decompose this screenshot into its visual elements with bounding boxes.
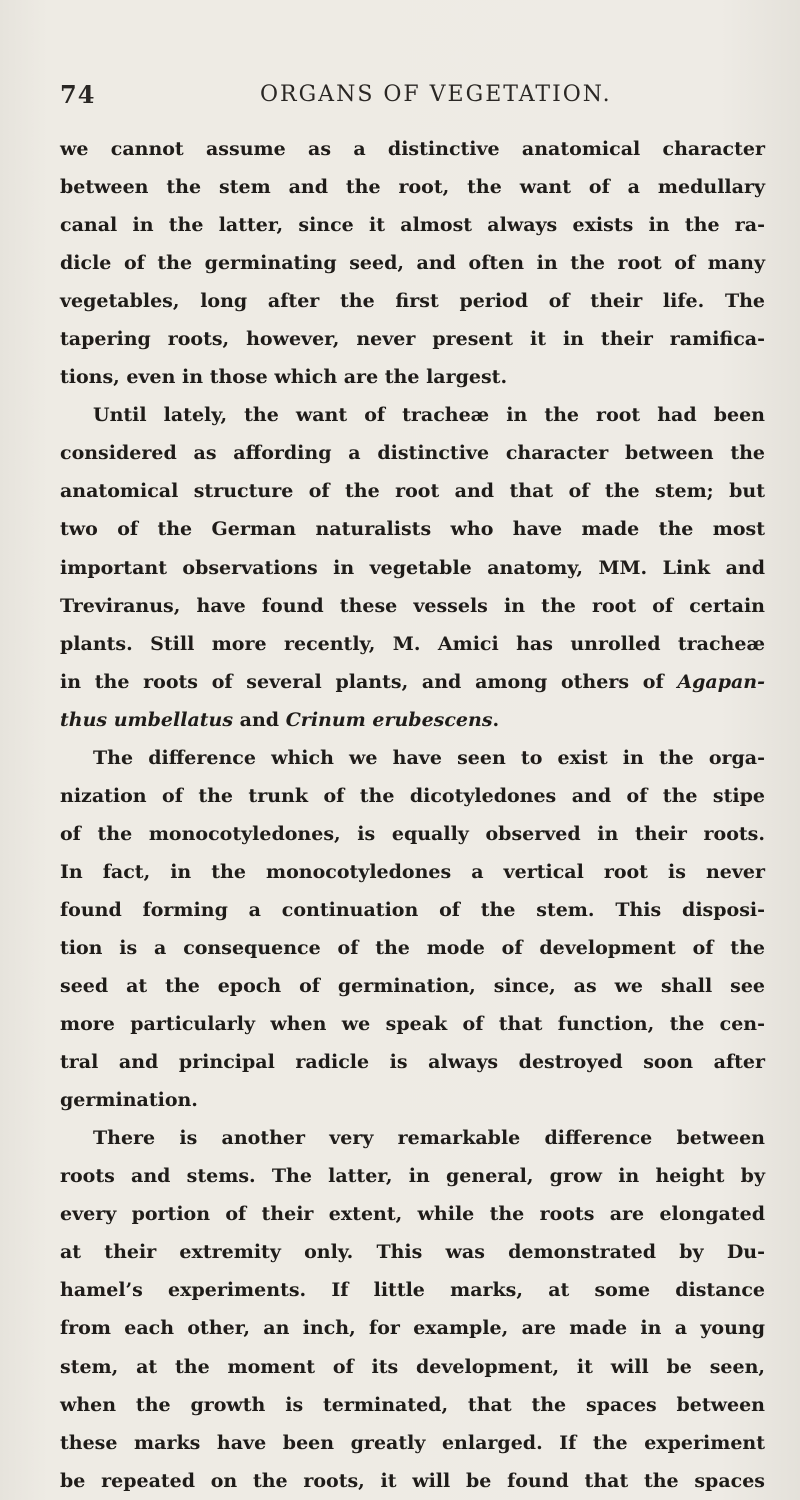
text-line: nization of the trunk of the dicotyledones and of the stipe	[60, 784, 765, 807]
text-line: between the stem and the root, the want of a medullary	[60, 176, 765, 199]
text-line: vegetables, long after the first period of their life. The	[60, 290, 765, 313]
text-line: considered as affording a distinctive character between the	[60, 442, 765, 465]
text-line: at their extremity only. This was demonstrated by Du-	[60, 1241, 765, 1264]
text-line: roots and stems. The latter, in general, grow in height by	[60, 1165, 765, 1188]
text-line: stem, at the moment of its development, it will be seen,	[60, 1355, 765, 1378]
text-line: from each other, an inch, for example, are made in a young	[60, 1317, 765, 1340]
paragraph	[60, 130, 765, 396]
page-number: 74	[60, 80, 96, 109]
text-line: There is another very remarkable difference between	[93, 1127, 765, 1150]
text-line: hamel’s experiments. If little marks, at some distance	[60, 1279, 765, 1302]
text-line: dicle of the germinating seed, and often in the root of many	[60, 252, 765, 275]
paragraph	[60, 1119, 765, 1499]
text-line: tapering roots, however, never present it in their ramifica-	[60, 328, 765, 351]
text-line: anatomical structure of the root and that of the stem; but	[60, 480, 765, 503]
text-line: germination.	[60, 1089, 198, 1112]
text-line: Until lately, the want of tracheæ in the root had been	[93, 404, 765, 427]
text-line: thus umbellatus and Crinum erubescens.	[60, 708, 500, 731]
text-line: canal in the latter, since it almost always exists in the ra-	[60, 214, 765, 237]
text-line: two of the German naturalists who have made the most	[60, 518, 765, 541]
text-line: In fact, in the monocotyledones a vertical root is never	[60, 860, 765, 883]
text-line: tral and principal radicle is always destroyed soon after	[60, 1051, 765, 1074]
paragraph	[60, 396, 765, 738]
page-header	[60, 80, 760, 114]
text-line: we cannot assume as a distinctive anatomical character	[60, 138, 765, 160]
text-line: plants. Still more recently, M. Amici has unrolled tracheæ	[60, 632, 765, 655]
text-line: important observations in vegetable anatomy, MM. Link and	[60, 556, 765, 579]
text-line: in the roots of several plants, and among others of Agapan-	[60, 670, 765, 693]
text-line: of the monocotyledones, is equally observed in their roots.	[60, 822, 765, 845]
text-line: seed at the epoch of germination, since, as we shall see	[60, 975, 765, 998]
text-line: more particularly when we speak of that function, the cen-	[60, 1013, 765, 1036]
running-head: ORGANS OF VEGETATION.	[260, 82, 612, 107]
text-line: tion is a consequence of the mode of development of the	[60, 936, 765, 959]
text-line: Treviranus, have found these vessels in the root of certain	[60, 594, 765, 617]
text-line: tions, even in those which are the largest.	[60, 366, 508, 389]
text-line: when the growth is terminated, that the spaces between	[60, 1393, 765, 1416]
paragraph	[60, 739, 765, 1119]
text-line: found forming a continuation of the stem. This disposi-	[60, 898, 765, 921]
text-line: every portion of their extent, while the roots are elongated	[60, 1203, 765, 1226]
text-line: these marks have been greatly enlarged. If the experiment	[60, 1431, 765, 1454]
text-line: The difference which we have seen to exist in the orga-	[93, 746, 765, 769]
body-text	[60, 130, 765, 1500]
text-line: be repeated on the roots, it will be found that the spaces	[60, 1469, 765, 1492]
